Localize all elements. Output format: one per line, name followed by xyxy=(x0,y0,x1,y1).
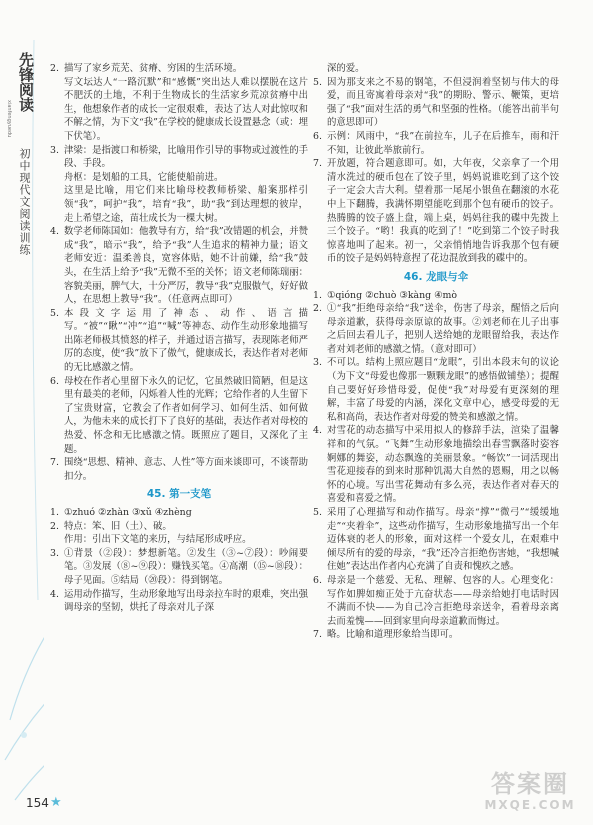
answer-number: 4. xyxy=(313,425,322,437)
answer-text: 写文坛达人“一路沉默”和“感慨”突出达人难以摆脱在这片不肥沃的土地，不利于生物成长的生活家乡荒凉贫瘠中出生，他想象作者的成长一定很艰难，表达了达人对此惊叹和不解之情，为下文“我”在学校的健康成长设置悬念（或：埋下伏笔）。 xyxy=(64,76,308,142)
answer-text: 开放题，符合题意即可。如，大年夜，父亲拿了一个用清水洗过的硬币包在了饺子里，妈妈说谁吃到了这个饺子一定会大吉大利。望着那一尾尾小银鱼在翻滚的水花中上下翻腾，我满怀期望能吃到那个包有硬币的饺子。热腾腾的饺子盛上盘，端上桌，妈妈往我的碟中先拨上三个饺子。“哟！我真的吃到了！”吃到第二个饺子时我惊喜地叫了起来。初一，父亲悄悄地告诉我那个包有硬币的饺子是妈妈特意捏了花边混放到我的碟中的。 xyxy=(327,158,559,265)
answer-number: 1. xyxy=(313,289,322,301)
answer-text: ①“我”拒绝母亲给“我”送伞，伤害了母亲，醒悟之后向母亲道歉，获得母亲原谅的故事。②刘老师在儿子出事之后回去看儿子，把别人送给她的龙眼留给我，表达作者对刘老师的感激之情。（意对即可） xyxy=(327,303,559,355)
answer-number xyxy=(50,533,64,547)
answer-text: 母亲是一个慈爱、无私、理解、包容的人。心理变化：写作如脾如痴正处于亢奋状态——母亲给她打电话时因不满而不快——为自己冷言拒绝母亲送伞，看着母亲离去而羞愧——回到家里向母亲道歉而悔过。 xyxy=(327,574,559,627)
answer-item xyxy=(313,356,559,424)
answer-number: 7. xyxy=(313,629,322,641)
answer-number: 7. xyxy=(50,457,59,469)
answer-number: 6. xyxy=(313,130,322,142)
sidebar xyxy=(0,0,44,825)
answer-item xyxy=(50,307,308,375)
answer-number: 3. xyxy=(50,547,59,559)
right-column xyxy=(313,62,559,642)
answer-item xyxy=(50,547,308,588)
answer-number xyxy=(50,171,64,185)
answer-text: 特点：笨、旧（土）、破。 xyxy=(64,520,172,532)
answer-number: 3. xyxy=(50,144,59,156)
answer-list-45-cont xyxy=(313,62,559,266)
answer-text: 津梁：是指渡口和桥梁，比喻用作引导的事物或过渡性的手段、手段。 xyxy=(64,144,308,170)
answer-item xyxy=(313,506,559,574)
answer-text: 不可以。结构上照应题目“龙眼”，引出本段末句的议论（为下文“母爱也像那一颗颗龙眼”的感悟做铺垫）；提醒自己要好好珍惜母爱，促使“我”对母爱有更深刻的理解，丰富了母爱的内涵，深化文章中心，感受母爱的无私和高尚，表达作者对母爱的赞美和感激之情。 xyxy=(327,357,559,423)
answer-item xyxy=(50,76,308,144)
answer-text: 舟枢：是划船的工具，它能使船前进。 xyxy=(64,171,224,183)
answer-number xyxy=(50,184,64,225)
answer-text: 围绕“思想、精神、意志、人性”等方面来谈即可，不谈帮助扣分。 xyxy=(64,457,308,482)
answer-text: 描写了家乡荒芜、贫瘠、穷困的生活环境。 xyxy=(64,63,243,74)
answer-item xyxy=(50,533,308,547)
answer-text: 示例：风雨中，“我”在前拉车，儿子在后推车，雨和汗不知，让彼此举旅前行。 xyxy=(327,130,559,156)
brand-title: 先锋阅读 xyxy=(17,52,35,112)
answer-item xyxy=(313,130,559,157)
answer-number xyxy=(50,76,64,144)
answer-item xyxy=(313,574,559,628)
answer-number: 5. xyxy=(313,507,322,518)
answer-number xyxy=(313,62,327,76)
answer-text: 母校在作者心里留下永久的记忆，它虽然破旧简陋，但是这里有最美的老师，闪烁着人性的光辉；它给作者的人生留下了宝贵财富，它教会了作者如何学习、如何生活、如何做人，为他未来的成长打下了良好的基础，表达作者对母校的热爱、怀念和无比感激之情。既照应了题目，又深化了主题。 xyxy=(64,375,308,455)
star-icon: ★ xyxy=(50,795,62,810)
answer-item xyxy=(50,456,308,483)
answer-number: 7. xyxy=(313,158,322,170)
section-title-46: 46. 龙眼与伞 xyxy=(403,270,469,283)
answer-item xyxy=(313,628,559,642)
answer-item xyxy=(50,375,308,457)
answer-list-44 xyxy=(50,62,308,483)
section-title-45: 45. 第一支笔 xyxy=(146,488,212,501)
answer-item xyxy=(50,506,308,520)
answer-number: 2. xyxy=(50,520,59,532)
answer-text: 深的爱。 xyxy=(327,63,365,74)
answer-text: 运用动作描写，生动形象地写出母亲拉车时的艰难，突出强调母亲的坚韧，烘托了母亲对儿子深 xyxy=(64,588,308,614)
answer-text: ①背景（②段）：梦想新笔。②发生（③~⑦段）：吵闹要笔。③发展（⑧~⑨段）：赚钱买笔。④高潮（⑮~⑱段）：母子见面。⑤结局（⑳段）：得到钢笔。 xyxy=(64,547,308,586)
answer-item xyxy=(50,144,308,171)
answer-text: ①qióng ②chuò ③kàng ④mò xyxy=(327,289,458,301)
answer-list-45 xyxy=(50,506,308,615)
answer-number: 5. xyxy=(50,307,59,319)
answer-item xyxy=(313,424,559,506)
page-number: 154 xyxy=(26,796,49,810)
answer-item xyxy=(313,302,559,356)
answer-number: 1. xyxy=(50,507,59,518)
answer-item xyxy=(313,62,559,76)
answer-text: 本段文字运用了神态、动作、语言描写。“被”“瞅”“冲”“追”“喊”等神态、动作生动形象地描写出陈老师极其愤怒的样子，并通过语言描写，表现陈老师严厉的态度，使“我”放下了傲气，健康成长，表达作者对老师的无比感激之情。 xyxy=(64,307,308,374)
answer-text: 因为那支来之不易的钢笔，不但浸润着坚韧与伟大的母爱，而且寄寓着母亲对“我”的期盼、警示、鞭策，更培强了“我”面对生活的勇气和坚强的性格。（能答出前半句的意思即可） xyxy=(327,76,559,129)
answer-item xyxy=(50,171,308,185)
answer-item xyxy=(50,62,308,76)
series-name: 初中现代文阅读训练 xyxy=(18,148,31,256)
answer-number: 4. xyxy=(50,226,59,238)
answer-number: 6. xyxy=(313,574,322,586)
answer-text: 略。比喻和道理形象给当即可。 xyxy=(327,629,459,641)
answer-number: 4. xyxy=(50,588,59,600)
brand-subtitle: xianfengyuedu xyxy=(6,100,12,138)
answer-item xyxy=(50,520,308,534)
answer-number: 5. xyxy=(313,76,322,88)
answer-text: 作用：引出下文笔的来历，与结尾形成呼应。 xyxy=(64,534,252,546)
left-column xyxy=(50,62,308,615)
answer-number: 2. xyxy=(313,303,322,315)
answer-number: 2. xyxy=(50,63,59,74)
answer-item xyxy=(50,225,308,307)
answer-item xyxy=(313,157,559,266)
answer-text: 采用了心理描写和动作描写。母亲“撑”“微弓”“缓缓地走”“夹着伞”，这些动作描写，生动形象地描写出一个年迈体衰的老人的形象，面对这样一个爱女儿，在艰难中倾尽所有的爱的母亲，“我”还冷言拒绝伤害她，“我想喊住她”表达出作者内心充满了自责和愧疚之感。 xyxy=(327,507,559,573)
answer-item xyxy=(313,289,559,303)
answer-text: 对雪花的动态描写中采用拟人的修辞手法，渲染了温馨祥和的气氛。“飞舞”生动形象地描绘出春雪飘落时姿容婀娜的舞姿，动态飘逸的美丽景象。“畅饮”一词活现出雪花迎接春的到来时那种饥渴大自然的恩赐，用之以畅怀的心境。写出雪花舞动有多么亮，表达作者对春天的喜爱和喜爱之情。 xyxy=(327,425,559,505)
answer-item xyxy=(50,588,308,615)
answer-number: 6. xyxy=(50,375,59,387)
watermark-url: MXQE.COM xyxy=(484,798,576,812)
watermark-logo-text: 答案圈 xyxy=(491,770,569,798)
watermark xyxy=(470,770,590,820)
answer-list-46 xyxy=(313,289,559,642)
answer-item xyxy=(313,76,559,130)
answer-text: 这里是比喻，用它们来比喻母校教师桥梁、船案那样引领“我”，呵护“我”，培育“我”，助“我”到达理想的彼岸，走上希望之途，苗壮成长为一棵大树。 xyxy=(64,185,308,224)
answer-number: 3. xyxy=(313,357,322,369)
answer-item xyxy=(50,184,308,225)
answer-text: ①zhuó ②zhàn ③xǔ ④zhèng xyxy=(64,507,192,518)
answer-text: 数学老师陈国如：他教导有方，给“我”改错题的机会，并赞成“我”，暗示“我”，给予“我”人生追求的精神力量；语文老师安近：温柔善良，宽容体贴，她不计前嫌，给“我”鼓头，在生活上给予“我”无微不至的关怀；语文老师陈瑞丽：容貌美丽，脾气大，十分严厉，教导“我”克服傲气，好好做人，在思想上教导“我”。（任意两点即可） xyxy=(64,226,308,306)
